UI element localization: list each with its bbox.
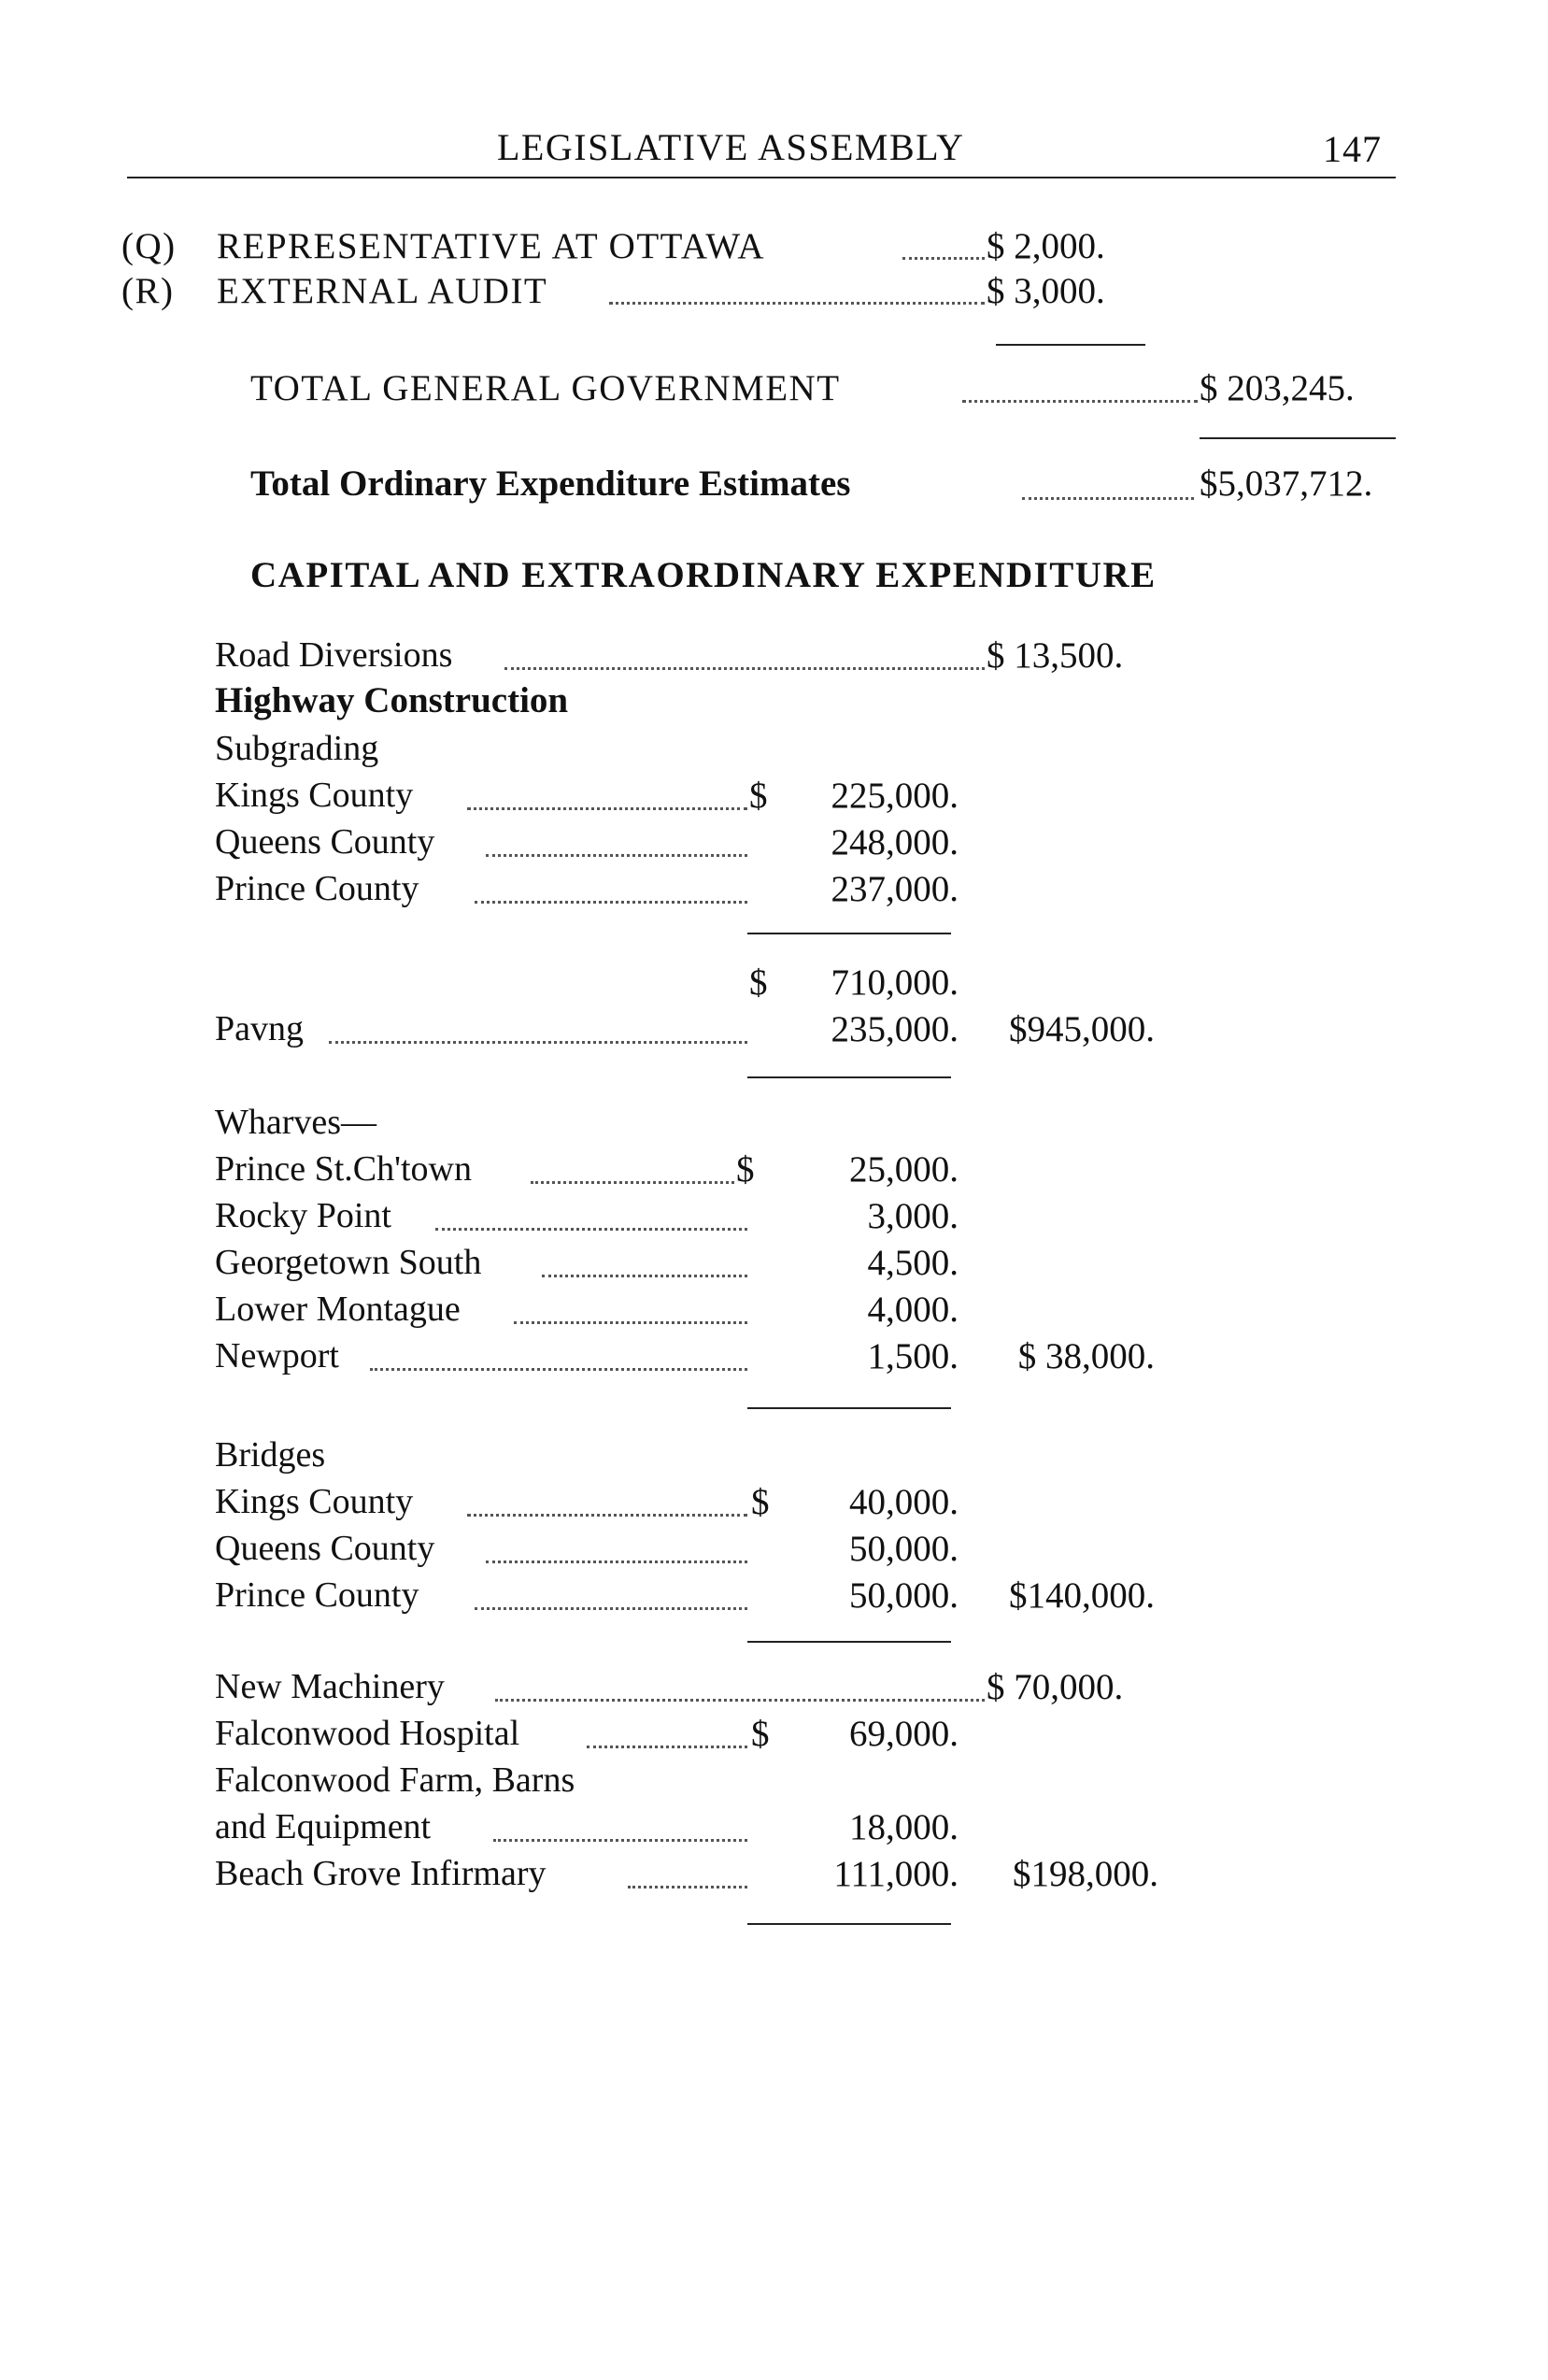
total-ordinary-label: Total Ordinary Expenditure Estimates [250, 463, 851, 504]
beach-grove-label: Beach Grove Infirmary [215, 1854, 547, 1893]
falconwood-hospital-label: Falconwood Hospital [215, 1714, 520, 1753]
subgrading-label: Subgrading [215, 729, 379, 768]
sum-rule [747, 1407, 951, 1409]
dot-leader [435, 1228, 747, 1231]
wharves-heading: Wharves— [215, 1103, 377, 1142]
wharf-georgetown-amount: 4,500. [867, 1243, 959, 1283]
paving-amount: 235,000. [831, 1009, 959, 1049]
subgrading-kings-amount: 225,000. [831, 776, 959, 816]
sum-rule [747, 1076, 951, 1078]
highway-heading: Highway Construction [215, 680, 569, 720]
page-number: 147 [1323, 128, 1382, 170]
item-key-r: (R) [121, 271, 175, 311]
dot-leader [531, 1181, 734, 1184]
sum-rule [747, 1641, 951, 1643]
road-diversions-amount: $ 13,500. [987, 635, 1124, 676]
dot-leader [504, 667, 985, 670]
subgrading-subtotal-amount: 710,000. [831, 962, 959, 1003]
page-header-title: LEGISLATIVE ASSEMBLY [497, 126, 965, 168]
subgrading-queens-label: Queens County [215, 822, 435, 862]
dot-leader [493, 1839, 747, 1842]
new-machinery-amount: $ 70,000. [987, 1667, 1124, 1707]
bridge-queens-amount: 50,000. [849, 1529, 959, 1569]
dot-leader [628, 1886, 747, 1888]
bridge-kings-label: Kings County [215, 1482, 414, 1521]
subgrading-queens-amount: 248,000. [831, 822, 959, 862]
dot-leader [609, 302, 985, 305]
total-general-label: TOTAL GENERAL GOVERNMENT [250, 368, 841, 408]
paving-label: Pavng [215, 1009, 304, 1048]
new-machinery-label: New Machinery [215, 1667, 445, 1706]
bridge-kings-amount: 40,000. [849, 1482, 959, 1522]
total-ordinary-amount: $5,037,712. [1200, 463, 1373, 504]
wharf-newport-label: Newport [215, 1336, 339, 1375]
bridges-total: $140,000. [1009, 1575, 1155, 1616]
dot-leader [962, 400, 1198, 403]
wharf-georgetown-label: Georgetown South [215, 1243, 482, 1282]
dot-leader [495, 1699, 985, 1702]
beach-grove-amount: 111,000. [833, 1854, 959, 1894]
subgrading-subtotal-dollar: $ [749, 962, 768, 1003]
wharf-prince-st-dollar: $ [736, 1149, 755, 1190]
wharf-prince-st-label: Prince St.Ch'town [215, 1149, 472, 1189]
falconwood-hospital-dollar: $ [751, 1714, 770, 1754]
subgrading-kings-dollar: $ [749, 776, 768, 816]
wharf-rocky-point-label: Rocky Point [215, 1196, 391, 1235]
wharf-rocky-point-amount: 3,000. [867, 1196, 959, 1236]
bridge-prince-amount: 50,000. [849, 1575, 959, 1616]
and-equipment-label: and Equipment [215, 1807, 432, 1846]
subgrading-prince-label: Prince County [215, 869, 419, 908]
bridge-prince-label: Prince County [215, 1575, 419, 1615]
and-equipment-amount: 18,000. [849, 1807, 959, 1847]
bridge-kings-dollar: $ [751, 1482, 770, 1522]
wharf-newport-amount: 1,500. [867, 1336, 959, 1376]
sum-rule [996, 344, 1145, 346]
item-key-q: (Q) [121, 226, 177, 266]
bridges-heading: Bridges [215, 1435, 326, 1475]
sum-rule [747, 933, 951, 934]
item-label-representative: REPRESENTATIVE AT OTTAWA [217, 226, 766, 266]
dot-leader [1022, 497, 1194, 500]
item-label-external-audit: EXTERNAL AUDIT [217, 271, 548, 311]
wharf-lower-montague-label: Lower Montague [215, 1290, 461, 1329]
highway-total: $945,000. [1009, 1009, 1155, 1049]
dot-leader [467, 1514, 747, 1517]
misc-total: $198,000. [1013, 1854, 1158, 1894]
bridge-queens-label: Queens County [215, 1529, 435, 1568]
dot-leader [486, 854, 747, 857]
dot-leader [329, 1041, 747, 1044]
dot-leader [486, 1561, 747, 1563]
falconwood-farm-label: Falconwood Farm, Barns [215, 1760, 575, 1800]
dot-leader [514, 1321, 747, 1324]
wharves-total: $ 38,000. [1017, 1336, 1155, 1376]
item-amount-external-audit: $ 3,000. [987, 271, 1105, 311]
dot-leader [475, 901, 747, 904]
dot-leader [475, 1607, 747, 1610]
dot-leader [542, 1275, 747, 1277]
dot-leader [467, 807, 747, 810]
sum-rule [1200, 437, 1396, 439]
header-rule [127, 177, 1396, 178]
wharf-prince-st-amount: 25,000. [849, 1149, 959, 1190]
item-amount-representative: $ 2,000. [987, 226, 1105, 266]
subgrading-kings-label: Kings County [215, 776, 414, 815]
subgrading-prince-amount: 237,000. [831, 869, 959, 909]
wharf-lower-montague-amount: 4,000. [867, 1290, 959, 1330]
dot-leader [902, 257, 985, 260]
road-diversions-label: Road Diversions [215, 635, 453, 675]
dot-leader [370, 1368, 747, 1371]
total-general-amount: $ 203,245. [1200, 368, 1355, 408]
sum-rule [747, 1923, 951, 1925]
dot-leader [587, 1746, 747, 1748]
capital-heading: CAPITAL AND EXTRAORDINARY EXPENDITURE [250, 555, 1157, 595]
falconwood-hospital-amount: 69,000. [849, 1714, 959, 1754]
